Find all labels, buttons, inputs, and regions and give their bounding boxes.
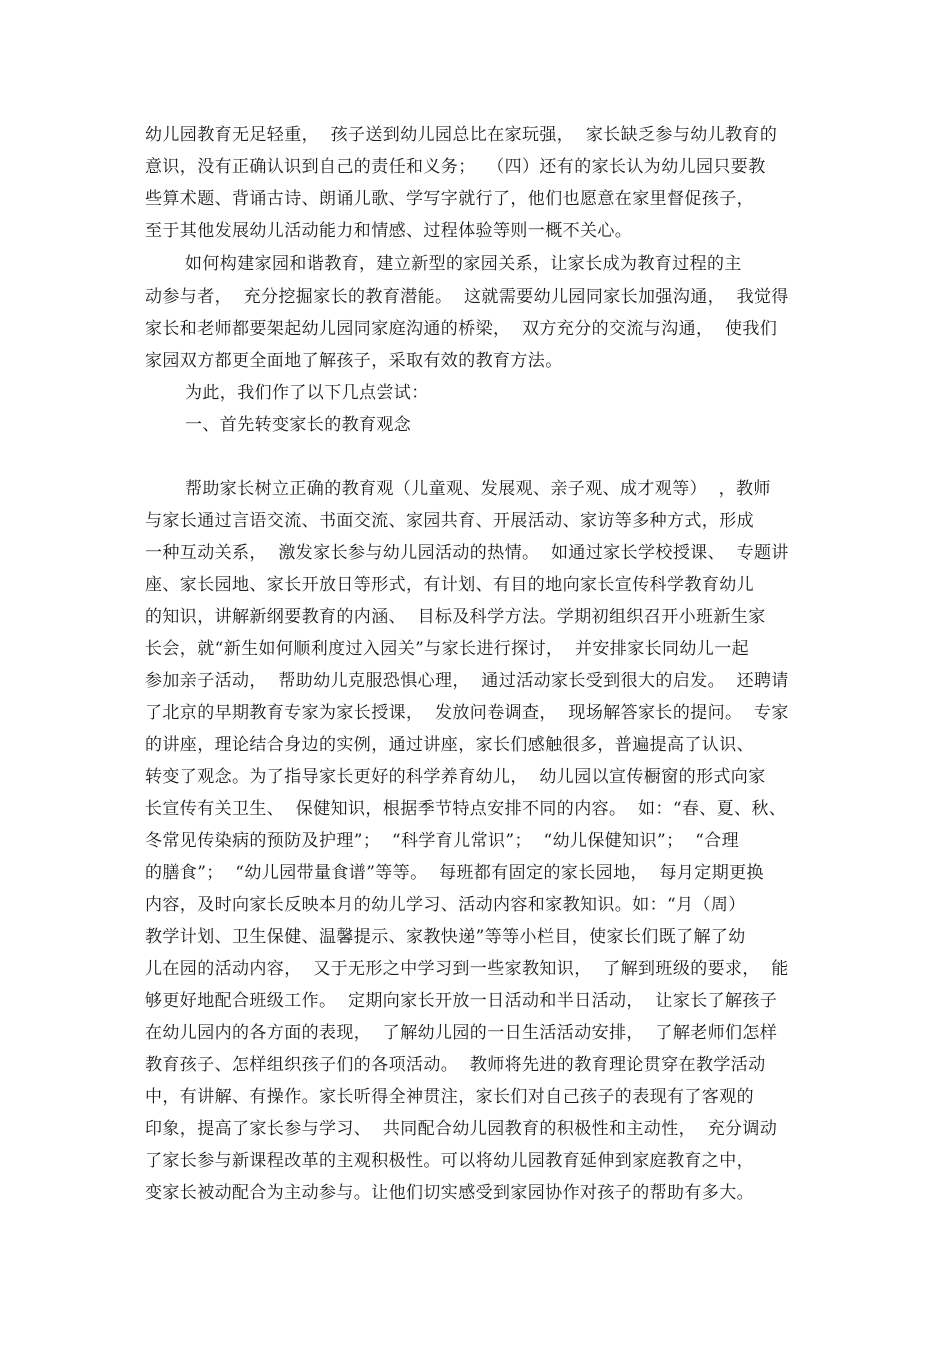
text-line: 儿在园的活动内容， 又于无形之中学习到一些家教知识， 了解到班级的要求， 能 [145, 959, 789, 979]
text-line: 参加亲子活动， 帮助幼儿克服恐惧心理， 通过活动家长受到很大的启发。 还聘请 [145, 671, 789, 691]
text-line: 在幼儿园内的各方面的表现， 了解幼儿园的一日生活活动安排， 了解老师们怎样 [145, 1023, 778, 1043]
text-line: 至于其他发展幼儿活动能力和情感、过程体验等则一概不关心。 [145, 221, 633, 241]
text-line: 为此，我们作了以下几点尝试： [185, 383, 429, 403]
text-line: 意识，没有正确认识到自己的责任和义务； （四）还有的家长认为幼儿园只要教 [145, 157, 766, 177]
text-line: 了家长参与新课程改革的主观积极性。可以将幼儿园教育延伸到家庭教育之中， [145, 1151, 754, 1171]
text-line: 的知识，讲解新纲要教育的内涵、 目标及科学方法。学期初组织召开小班新生家 [145, 607, 766, 627]
text-line: 的讲座，理论结合身边的实例，通过讲座，家长们感触很多，普遍提高了认识、 [145, 735, 754, 755]
text-line: 帮助家长树立正确的教育观（儿童观、发展观、亲子观、成才观等） ，教师 [185, 479, 771, 499]
text-line: 与家长通过言语交流、书面交流、家园共育、开展活动、家访等多种方式，形成 [145, 511, 754, 531]
text-line: 教学计划、卫生保健、温馨提示、家教快递”等等小栏目，使家长们既了解了幼 [145, 927, 746, 947]
text-line: 家园双方都更全面地了解孩子，采取有效的教育方法。 [145, 351, 563, 371]
text-line: 如何构建家园和谐教育，建立新型的家园关系，让家长成为教育过程的主 [185, 254, 742, 274]
text-line: 内容，及时向家长反映本月的幼儿学习、活动内容和家教知识。如：“月（周） [145, 895, 746, 915]
text-line: 座、家长园地、家长开放日等形式，有计划、有目的地向家长宣传科学教育幼儿 [145, 575, 754, 595]
text-line: 长会，就“新生如何顺利度过入园关”与家长进行探讨， 并安排家长同幼儿一起 [145, 639, 749, 659]
text-line: 幼儿园教育无足轻重， 孩子送到幼儿园总比在家玩强， 家长缺乏参与幼儿教育的 [145, 125, 778, 145]
text-line: 变家长被动配合为主动参与。让他们切实感受到家园协作对孩子的帮助有多大。 [145, 1183, 754, 1203]
text-line: 些算术题、背诵古诗、朗诵儿歌、学写字就行了，他们也愿意在家里督促孩子， [145, 189, 754, 209]
text-line: 长宣传有关卫生、 保健知识，根据季节特点安排不同的内容。 如：“春、夏、秋、 [145, 799, 787, 819]
text-line: 一种互动关系， 激发家长参与幼儿园活动的热情。 如通过家长学校授课、 专题讲 [145, 543, 789, 563]
text-line: 转变了观念。为了指导家长更好的科学养育幼儿， 幼儿园以宣传橱窗的形式向家 [145, 767, 766, 787]
text-line: 家长和老师都要架起幼儿园同家庭沟通的桥梁， 双方充分的交流与沟通， 使我们 [145, 319, 778, 339]
text-line: 中，有讲解、有操作。家长听得全神贯注，家长们对自己孩子的表现有了客观的 [145, 1087, 754, 1107]
section-heading: 一、首先转变家长的教育观念 [185, 415, 412, 435]
text-line: 印象，提高了家长参与学习、 共同配合幼儿园教育的积极性和主动性， 充分调动 [145, 1119, 778, 1139]
text-line: 了北京的早期教育专家为家长授课， 发放问卷调查， 现场解答家长的提问。 专家 [145, 703, 789, 723]
text-line: 动参与者， 充分挖掘家长的教育潜能。 这就需要幼儿园同家长加强沟通， 我觉得 [145, 287, 789, 307]
text-line: 冬常见传染病的预防及护理”； “科学育儿常识”； “幼儿保健知识”； “合理 [145, 831, 739, 851]
text-line: 的膳食”； “幼儿园带量食谱”等等。 每班都有固定的家长园地， 每月定期更换 [145, 863, 764, 883]
text-line: 教育孩子、怎样组织孩子们的各项活动。 教师将先进的教育理论贯穿在教学活动 [145, 1055, 766, 1075]
text-line: 够更好地配合班级工作。 定期向家长开放一日活动和半日活动， 让家长了解孩子 [145, 991, 778, 1011]
